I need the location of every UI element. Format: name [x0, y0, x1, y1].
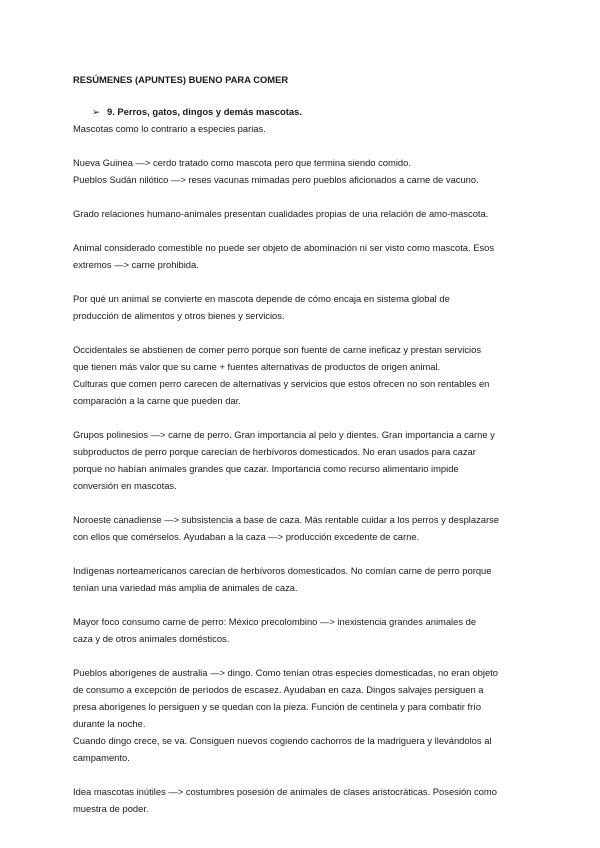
- text-line: Pueblos Sudán nilótico —> reses vacunas mimadas pero pueblos aficionados a carne de vacuno.: [73, 174, 479, 185]
- text-line: extremos —> carne prohibida.: [73, 259, 199, 270]
- text-line: presa aborígenes lo persiguen y se quedan con la pieza. Función de centinela y para combatir frío: [73, 701, 482, 712]
- document-body: [73, 71, 533, 834]
- paragraph: [73, 154, 533, 188]
- text-line: Culturas que comen perro carecen de alternativas y servicios que estos ofrecen no son rentables en: [73, 378, 490, 389]
- paragraph: [73, 613, 533, 647]
- text-line: Occidentales se abstienen de comer perro porque son fuente de carne ineficaz y prestan servicios: [73, 344, 482, 355]
- paragraph: [73, 120, 533, 137]
- text-line: Cuando dingo crece, se va. Consiguen nuevos cogiendo cachorros de la madriguera y llevándolos al: [73, 735, 492, 746]
- paragraph: [73, 239, 533, 273]
- text-line: durante la noche.: [73, 718, 146, 729]
- text-line: Mayor foco consumo carne de perro: México precolombino —> inexistencia grandes animales de: [73, 616, 477, 627]
- paragraph: [73, 341, 533, 409]
- text-line: Mascotas como lo contrario a especies parias.: [73, 123, 266, 134]
- text-line: Por qué un animal se convierte en mascota depende de cómo encaja en sistema global de: [73, 293, 450, 304]
- document-title: RESÚMENES (APUNTES) BUENO PARA COMER: [73, 74, 289, 85]
- text-line: Noroeste canadiense —> subsistencia a base de caza. Más rentable cuidar a los perros y desplazarse: [73, 514, 500, 525]
- paragraph: [73, 426, 533, 494]
- text-line: caza y de otros animales domésticos.: [73, 633, 230, 644]
- section-heading-text: 9. Perros, gatos, dingos y demás mascotas.: [107, 106, 302, 117]
- text-line: tenían una variedad más amplia de animales de caza.: [73, 582, 298, 593]
- text-line: subproductos de perro porque carecían de herbívoros domesticados. No eran usados para cazar: [73, 446, 476, 457]
- paragraphs-container: [73, 120, 533, 817]
- text-line: Nueva Guinea —> cerdo tratado como mascota pero que termina siendo comido.: [73, 157, 411, 168]
- text-line: porque no habían animales grandes que cazar. Importancia como recurso alimentario impide: [73, 463, 459, 474]
- text-line: Idea mascotas inútiles —> costumbres posesión de animales de clases aristocráticas. Posesión como: [73, 786, 497, 797]
- text-line: comparación a la carne que pueden dar.: [73, 395, 241, 406]
- text-line: con ellos que comérselos. Ayudaban a la caza —> producción excedente de carne.: [73, 531, 420, 542]
- section-heading: [73, 103, 533, 120]
- text-line: Indígenas norteamericanos carecían de herbívoros domesticados. No comían carne de perro porque: [73, 565, 492, 576]
- text-line: de consumo a excepción de períodos de escasez. Ayudaban en caza. Dingos salvajes persiguen a: [73, 684, 484, 695]
- text-line: Animal considerado comestible no puede ser objeto de abominación ni ser visto como mascota. Esos: [73, 242, 495, 253]
- text-line: conversión en mascotas.: [73, 480, 177, 491]
- paragraph: [73, 562, 533, 596]
- text-line: producción de alimentos y otros bienes y servicios.: [73, 310, 285, 321]
- arrow-bullet-icon: ➢: [92, 106, 100, 117]
- text-line: campamento.: [73, 752, 130, 763]
- text-line: Grupos polinesios —> carne de perro. Gran importancia al pelo y dientes. Gran importancia a carne y: [73, 429, 495, 440]
- paragraph: [73, 511, 533, 545]
- text-line: Grado relaciones humano-animales presentan cualidades propias de una relación de amo-mascota.: [73, 208, 489, 219]
- text-line: Pueblos aborígenes de australia —> dingo. Como tenían otras especies domesticadas, no eran objeto: [73, 667, 499, 678]
- text-line: muestra de poder.: [73, 803, 149, 814]
- paragraph: [73, 664, 533, 766]
- paragraph: [73, 205, 533, 222]
- text-line: que tienen más valor que su carne + fuentes alternativas de productos de origen animal.: [73, 361, 441, 372]
- paragraph: [73, 290, 533, 324]
- paragraph: [73, 783, 533, 817]
